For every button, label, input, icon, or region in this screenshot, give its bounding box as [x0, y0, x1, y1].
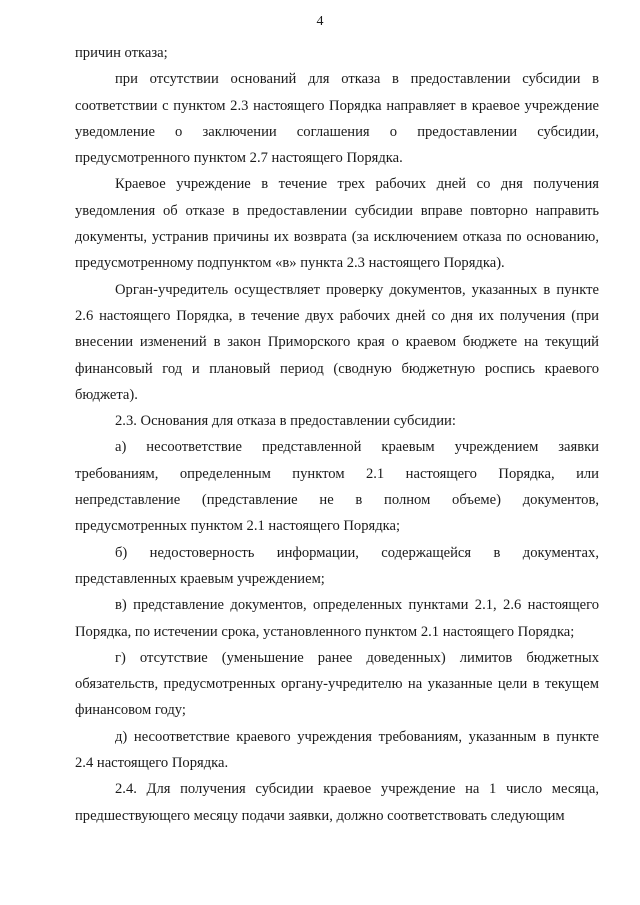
paragraph: Краевое учреждение в течение трех рабочих дней со дня получения уведомления об отказе в предоставлении субсидии вправе повторно направить документы, устранив причины их возврата (за исключением отказа по основанию, предусмотренному подпунктом «в» пункта 2.3 настоящего Порядка).: [75, 176, 599, 272]
list-item: б) недостоверность информации, содержащейся в документах, представленных краевым учреждением;: [75, 544, 599, 587]
page-number: 4: [316, 14, 324, 29]
list-item: а) несоответствие представленной краевым учреждением заявки требованиям, определенным пунктом 2.1 настоящего Порядка, или непредставление (представление не в полном объеме) документов, предусмотренных пунктом 2.1 настоящего Порядка;: [75, 439, 599, 535]
paragraph: при отсутствии оснований для отказа в предоставлении субсидии в соответствии с пунктом 2.3 настоящего Порядка направляет в краевое учреждение уведомление о заключении соглашения о предоставлении субсидии, предусмотренного пунктом 2.7 настоящего Порядка.: [75, 71, 599, 167]
paragraph: 2.4. Для получения субсидии краевое учреждение на 1 число месяца, предшествующего месяцу подачи заявки, должно соответствовать следующим: [75, 781, 599, 824]
section-heading: 2.3. Основания для отказа в предоставлении субсидии:: [115, 413, 456, 430]
document-body: [75, 40, 599, 829]
paragraph-continuation: причин отказа;: [75, 45, 168, 61]
list-item: г) отсутствие (уменьшение ранее доведенных) лимитов бюджетных обязательств, предусмотренных органу-учредителю на указанные цели в текущем финансовом году;: [75, 649, 599, 719]
list-item: в) представление документов, определенных пунктами 2.1, 2.6 настоящего Порядка, по истечении срока, установленного пунктом 2.1 настоящего Порядка;: [75, 597, 599, 640]
paragraph: Орган-учредитель осуществляет проверку документов, указанных в пункте 2.6 настоящего Порядка, в течение двух рабочих дней со дня их получения (при внесении изменений в закон Приморского края о краевом бюджете на текущий финансовый год и плановый период (сводную бюджетную роспись краевого бюджета).: [75, 281, 599, 403]
list-item: д) несоответствие краевого учреждения требованиям, указанным в пункте 2.4 настоящего Порядка.: [75, 728, 599, 772]
